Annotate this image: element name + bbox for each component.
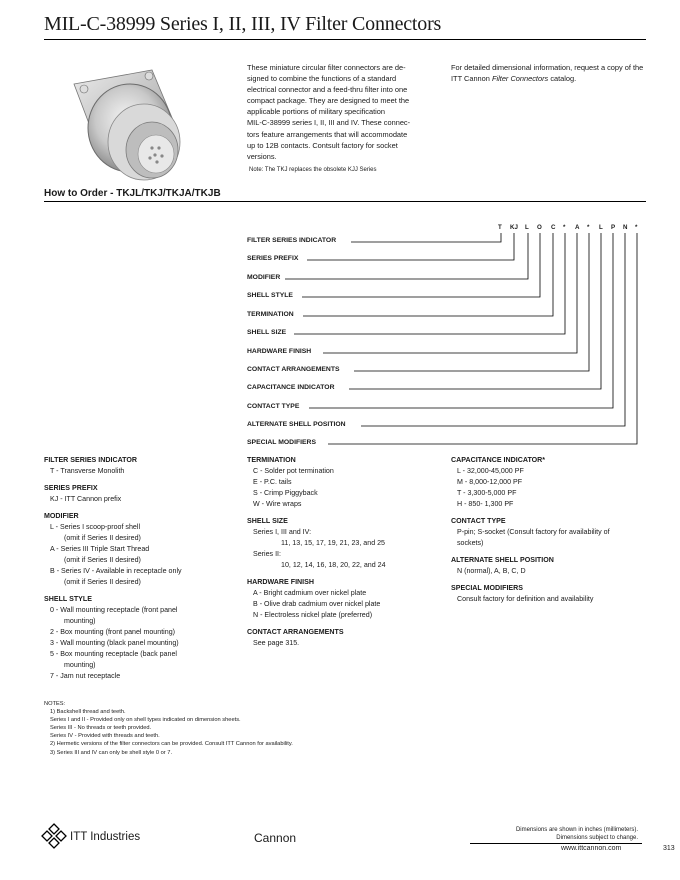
code-letter: * [563,224,566,231]
spec-item: (omit if Series II desired) [64,534,141,542]
spec-heading: CONTACT ARRANGEMENTS [247,628,344,636]
label-modifier: MODIFIER [247,274,281,281]
spec-item: sockets) [457,539,484,547]
code-letter: L [525,224,529,231]
spec-item: mounting) [64,661,96,669]
spec-heading: SHELL STYLE [44,595,92,603]
spec-item: B - Series IV - Available in receptacle only [50,567,182,575]
intro-note: Note: The TKJ replaces the obsolete KJJ Series [249,167,377,173]
spec-item: B - Olive drab cadmium over nickel plate [253,600,381,608]
website-link[interactable]: www.ittcannon.com [561,845,622,852]
label-special-modifiers: SPECIAL MODIFIERS [247,439,316,446]
code-letter: * [635,224,638,231]
spec-item: mounting) [64,617,96,625]
spec-item: 0 - Wall mounting receptacle (front panel [50,606,178,614]
spec-item: Series II: [253,550,281,558]
spec-item: 11, 13, 15, 17, 19, 21, 23, and 25 [281,539,385,547]
code-letter: L [599,224,603,231]
spec-item: E - P.C. tails [253,478,292,486]
spec-column-3 [451,455,651,605]
detail-text: For detailed dimensional information, request a copy of the ITT Cannon Filter Connectors catalog. [451,63,644,84]
footer-rule [470,843,642,844]
spec-item: H - 850- 1,300 PF [457,500,514,508]
spec-heading: MODIFIER [44,512,79,520]
spec-item: S - Crimp Piggyback [253,489,318,497]
spec-heading: SERIES PREFIX [44,484,98,492]
spec-item: 7 - Jam nut receptacle [50,672,121,680]
label-shell-size: SHELL SIZE [247,329,287,336]
code-letter: C [551,224,556,231]
spec-item: P-pin; S-socket (Consult factory for availability of [457,528,610,536]
label-hardware-finish: HARDWARE FINISH [247,348,312,355]
spec-item: Consult factory for definition and availability [457,595,594,603]
label-contact-arrangements: CONTACT ARRANGEMENTS [247,366,340,373]
label-termination: TERMINATION [247,311,294,318]
spec-column-1 [44,455,234,682]
spec-item: W - Wire wraps [253,500,302,508]
spec-item: A - Bright cadmium over nickel plate [253,589,367,597]
spec-item: C - Solder pot termination [253,467,334,475]
spec-heading: CAPACITANCE INDICATOR* [451,456,546,464]
spec-item: T - Transverse Monolith [50,467,125,475]
spec-item: Series I, III and IV: [253,528,312,536]
division-name: Cannon [254,831,297,845]
label-filter-series-indicator: FILTER SERIES INDICATOR [247,237,337,244]
itt-logo-icon [40,822,68,850]
spec-item: (omit if Series II desired) [64,556,141,564]
spec-item: KJ - ITT Cannon prefix [50,495,122,503]
code-letter: O [537,224,542,231]
spec-item: 2 - Box mounting (front panel mounting) [50,628,175,636]
spec-item: (omit if Series II desired) [64,578,141,586]
spec-item: See page 315. [253,639,300,647]
page-number: 313 [663,845,675,852]
code-letter: P [611,224,616,231]
dimensions-note: Dimensions are shown in inches (millimeters). Dimensions subject to change. [515,827,638,841]
spec-column-2 [247,455,447,649]
spec-heading: CONTACT TYPE [451,517,506,525]
label-shell-style: SHELL STYLE [247,292,293,299]
spec-heading: HARDWARE FINISH [247,578,314,586]
spec-heading: TERMINATION [247,456,296,464]
spec-item: M - 8,000-12,000 PF [457,478,523,486]
spec-heading: ALTERNATE SHELL POSITION [451,556,554,564]
label-series-prefix: SERIES PREFIX [247,255,299,262]
code-letter: A [575,224,580,231]
code-letter: T [498,224,502,231]
brand-name: ITT Industries [70,831,141,843]
page-title: MIL-C-38999 Series I, II, III, IV Filter Connectors [44,13,442,35]
spec-item: A - Series III Triple Start Thread [50,545,150,553]
spec-item: N (normal), A, B, C, D [457,567,526,575]
code-letter: * [587,224,590,231]
notes: NOTES: 1) Backshell thread and teeth. Series I and II - Provided only on shell types indicated on dimension sheets. Series III - No threads or teeth provided. Series IV - Provided with threads and teeth. 2) Hermetic versions of the filter connectors can be provided. Consult ITT Cannon for availability. 3) Series III and IV can only be shell style 0 or 7. [44,701,293,756]
spec-heading: SPECIAL MODIFIERS [451,584,523,592]
label-alternate-shell-position: ALTERNATE SHELL POSITION [247,421,346,428]
spec-item: L - 32,000-45,000 PF [457,467,524,475]
code-letter: N [623,224,628,231]
spec-item: 3 - Wall mounting (black panel mounting) [50,639,179,647]
label-capacitance-indicator: CAPACITANCE INDICATOR [247,384,335,391]
spec-item: N - Electroless nickel plate (preferred) [253,611,373,619]
code-letter: KJ [510,224,518,231]
spec-item: 10, 12, 14, 16, 18, 20, 22, and 24 [281,561,386,569]
spec-heading: FILTER SERIES INDICATOR [44,456,138,464]
spec-heading: SHELL SIZE [247,517,288,525]
spec-item: T - 3,300-5,000 PF [457,489,517,497]
how-to-order-heading: How to Order - TKJL/TKJ/TKJA/TKJB [44,188,221,199]
spec-item: 5 - Box mounting receptacle (back panel [50,650,177,658]
spec-item: L - Series I scoop-proof shell [50,523,141,531]
label-contact-type: CONTACT TYPE [247,403,300,410]
intro-text: These miniature circular filter connectors are de- signed to combine the functions of a standard electrical connector and a feed-thru filter into one compact package. They are designed to meet the applicable portions of military specification MIL-C-38999 series I, II, III and IV. These connec- tors feature arrangements that will accommodate up to 12B contacts. Contsult factory for socket versions. [247,63,411,161]
